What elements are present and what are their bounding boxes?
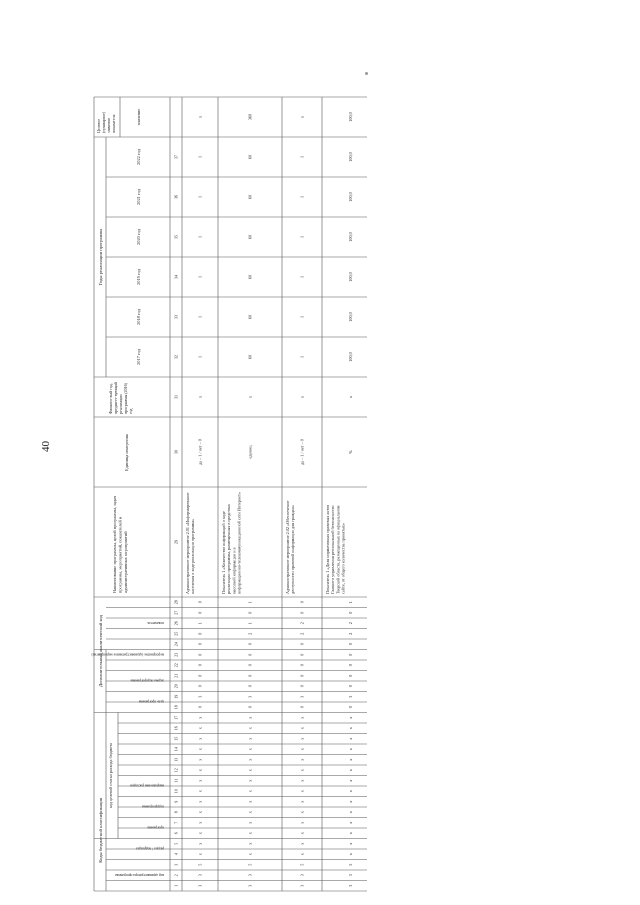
header-direction: направление расходов xyxy=(130,783,164,788)
header-y2017: 2017 год xyxy=(136,349,141,365)
row-code: 1 xyxy=(247,601,253,604)
row-year-value: 1 xyxy=(299,235,305,239)
row-code: х xyxy=(348,790,353,793)
program-table xyxy=(90,57,367,895)
column-number: 13 xyxy=(173,757,179,762)
row-code: 5 xyxy=(197,863,203,866)
row-code: х xyxy=(348,748,353,751)
header-y2022: 2022 год xyxy=(136,149,141,165)
column-number: 30 xyxy=(173,450,179,454)
row-year-value: 60 xyxy=(247,194,253,200)
row-code: х xyxy=(247,727,253,730)
row-code: х xyxy=(348,800,353,803)
column-number: 2 xyxy=(173,874,179,877)
row-year-value: 1 xyxy=(197,275,203,279)
header-fin-year-line: предшест-вующий xyxy=(113,382,118,414)
column-number: 19 xyxy=(173,694,179,699)
row-name xyxy=(285,501,295,594)
page-number: 40 xyxy=(40,441,52,452)
header-final xyxy=(96,111,116,133)
header-years-group: Годы реализации программы xyxy=(98,228,103,286)
row-code: 5 xyxy=(247,863,253,866)
row-name xyxy=(325,505,347,594)
row-year-value: 1 xyxy=(299,355,305,359)
header-fin-year-line: год xyxy=(128,408,133,414)
row-code: х xyxy=(348,832,353,835)
row-code: 0 xyxy=(197,611,203,614)
row-code: х xyxy=(247,811,253,814)
column-number: 28 xyxy=(173,600,179,605)
column-number: 35 xyxy=(173,235,179,239)
row-code: 0 xyxy=(299,611,305,614)
row-code: х xyxy=(197,716,203,719)
row-year-value: 1 xyxy=(197,235,203,239)
row-code: х xyxy=(247,853,253,856)
row-year-value: 60 xyxy=(247,314,253,320)
header-y2021: 2021 год xyxy=(136,189,141,205)
column-number: 9 xyxy=(173,800,179,803)
column-number: 15 xyxy=(173,736,179,741)
row-code: 0 xyxy=(348,664,353,667)
row-code: 3 xyxy=(299,884,305,887)
column-number: 11 xyxy=(173,778,179,783)
row-code: х xyxy=(299,716,305,719)
row-code: х xyxy=(348,758,353,761)
row-code: х xyxy=(299,737,305,740)
header-program: программа xyxy=(147,825,164,830)
column-number: 12 xyxy=(173,768,179,773)
row-code: х xyxy=(197,769,203,772)
column-number: 34 xyxy=(173,275,179,279)
row-code: 1 xyxy=(348,601,353,604)
row-code: 0 xyxy=(299,685,305,688)
row-code: 0 xyxy=(197,706,203,709)
row-code: х xyxy=(197,800,203,803)
row-final-value: 360 xyxy=(247,113,253,121)
column-number: 37 xyxy=(173,155,179,159)
row-code: 3 xyxy=(348,874,353,877)
row-code: х xyxy=(299,790,305,793)
row-code: 0 xyxy=(197,674,203,677)
row-final-value: 100,0 xyxy=(348,112,353,122)
row-year-value: 1 xyxy=(197,315,203,319)
column-number: 1 xyxy=(173,884,179,887)
column-number: 17 xyxy=(173,715,179,720)
header-indicator: показатель xyxy=(147,620,164,625)
row-year-value: 100,0 xyxy=(348,152,353,162)
row-code: 0 xyxy=(348,685,353,688)
row-code: 3 xyxy=(247,884,253,887)
row-code: х xyxy=(197,737,203,740)
row-code: 3 xyxy=(299,874,305,877)
row-code: х xyxy=(348,811,353,814)
row-fin-year: х xyxy=(348,395,353,399)
row-code: х xyxy=(348,779,353,782)
row-code: х xyxy=(299,769,305,772)
header-codes-group: Коды бюджетной классификации xyxy=(98,797,103,863)
header-fin-year xyxy=(108,381,133,414)
row-code: 3 xyxy=(197,695,203,698)
column-number: 4 xyxy=(173,853,179,856)
row-name-line: сайте, от общего количества принятых» xyxy=(340,522,346,594)
row-code: 0 xyxy=(197,643,203,646)
row-name-line: доступности правовой информации для граждан» xyxy=(290,505,296,594)
row-code: 0 xyxy=(197,601,203,604)
row-name xyxy=(185,492,195,594)
header-admin-code: код администратора программы xyxy=(115,872,164,877)
column-number: 21 xyxy=(173,673,179,678)
column-number: 18 xyxy=(173,705,179,710)
row-code: 3 xyxy=(299,695,305,698)
column-number: 31 xyxy=(173,395,179,399)
row-code: х xyxy=(299,811,305,814)
row-code: 5 xyxy=(348,863,353,866)
row-code: х xyxy=(348,821,353,824)
row-code: 3 xyxy=(247,874,253,877)
row-code: х xyxy=(299,748,305,751)
header-name-line: программы, мероприятий, показателей и xyxy=(117,516,123,593)
column-number: 27 xyxy=(173,610,179,615)
row-name-line: населения о ходе реализации программы» xyxy=(190,518,196,594)
row-year-value: 100,0 xyxy=(348,352,353,362)
header-name-line: Наименование программы, целей программы, задач xyxy=(112,495,117,593)
row-fin-year: х xyxy=(197,395,203,399)
row-code: х xyxy=(299,779,305,782)
row-code: х xyxy=(247,790,253,793)
row-fin-year: х xyxy=(299,395,305,399)
column-number: 33 xyxy=(173,315,179,319)
row-code: х xyxy=(348,727,353,730)
row-year-value: 60 xyxy=(247,274,253,280)
row-year-value: 100,0 xyxy=(348,192,353,202)
row-code: 3 xyxy=(197,874,203,877)
column-number: 22 xyxy=(173,663,179,668)
row-code: х xyxy=(348,737,353,740)
header-y2019: 2019 год xyxy=(136,269,141,285)
header-value: значение xyxy=(136,108,141,126)
row-code: х xyxy=(299,727,305,730)
header-y2018: 2018 год xyxy=(136,309,141,325)
row-code: х xyxy=(299,832,305,835)
row-code: х xyxy=(197,842,203,845)
column-number: 10 xyxy=(173,789,179,794)
row-code: х xyxy=(299,853,305,856)
row-final-value: х xyxy=(299,115,305,119)
row-code: 0 xyxy=(247,653,253,656)
row-code: 0 xyxy=(247,706,253,709)
row-code: 0 xyxy=(299,674,305,677)
row-year-value: 60 xyxy=(247,154,253,160)
row-code: х xyxy=(197,811,203,814)
row-fin-year: х xyxy=(247,395,253,399)
header-goal: цель программы xyxy=(138,699,164,704)
header-section: раздел / подраздел xyxy=(135,846,164,851)
row-name-line: Административное мероприятие 2.01 «Информирование xyxy=(185,492,190,594)
row-code: 2 xyxy=(348,622,353,625)
row-unit: да – 1 / нет – 0 xyxy=(197,439,203,465)
row-code: х xyxy=(348,842,353,845)
row-code: х xyxy=(247,716,253,719)
column-number: 23 xyxy=(173,652,179,657)
row-code: 2 xyxy=(299,632,305,635)
header-final-line: показателя xyxy=(111,114,116,133)
row-code: х xyxy=(197,779,203,782)
row-unit: да – 1 / нет – 0 xyxy=(299,439,305,465)
row-name-line: Показатель 1 «Количество информаций о ходе xyxy=(221,511,226,594)
row-code: 2 xyxy=(247,632,253,635)
row-name-line: Административное мероприятие 2.02 «Обеспечение xyxy=(285,500,290,594)
column-number: 32 xyxy=(173,355,179,359)
column-number: 24 xyxy=(173,642,179,647)
column-number: 6 xyxy=(173,832,179,835)
row-code: 1 xyxy=(247,622,253,625)
row-code: 0 xyxy=(299,653,305,656)
row-code: 0 xyxy=(197,653,203,656)
header-final-line: (суммарное) xyxy=(101,111,106,133)
header-name xyxy=(112,495,128,593)
row-code: 0 xyxy=(197,632,203,635)
row-code: 3 xyxy=(247,695,253,698)
row-code: 2 xyxy=(348,632,353,635)
row-year-value: 60 xyxy=(247,354,253,360)
row-code: 0 xyxy=(299,664,305,667)
row-name-line: реализации программы, размещенных в средствах xyxy=(226,504,232,594)
row-code: х xyxy=(247,737,253,740)
row-year-value: 1 xyxy=(299,195,305,199)
row-code: 0 xyxy=(299,643,305,646)
row-code: х xyxy=(348,769,353,772)
row-code: 0 xyxy=(247,674,253,677)
row-year-value: 1 xyxy=(197,355,203,359)
column-number: 25 xyxy=(173,631,179,636)
column-number: 5 xyxy=(173,842,179,845)
row-code: 0 xyxy=(247,643,253,646)
row-code: х xyxy=(197,790,203,793)
row-code: 0 xyxy=(197,685,203,688)
row-year-value: 100,0 xyxy=(348,232,353,242)
row-final-value: х xyxy=(197,115,203,119)
header-final-line: Целевое xyxy=(96,118,101,133)
row-code: х xyxy=(299,758,305,761)
row-code: х xyxy=(247,748,253,751)
column-number: 29 xyxy=(173,540,179,544)
column-number: 14 xyxy=(173,747,179,752)
row-code: 3 xyxy=(348,884,353,887)
column-number: 8 xyxy=(173,811,179,814)
row-code: х xyxy=(299,842,305,845)
row-year-value: 1 xyxy=(299,155,305,159)
column-number: 26 xyxy=(173,621,179,626)
row-year-value: 100,0 xyxy=(348,272,353,282)
row-unit: единиц xyxy=(247,445,253,459)
row-code: 0 xyxy=(247,611,253,614)
row-name-line: Тверской области, размещенных на официальном xyxy=(335,505,341,594)
row-code: 3 xyxy=(348,695,353,698)
row-code: х xyxy=(247,800,253,803)
column-number: 20 xyxy=(173,684,179,689)
row-code: х xyxy=(197,832,203,835)
header-fin-year-line: реализации xyxy=(118,394,123,414)
header-task: задача подпрограммы xyxy=(130,678,164,683)
row-name-line: информационно-телекоммуникационной сети Интернет» xyxy=(236,492,242,594)
header-unit-line: Единица измерения xyxy=(124,434,129,471)
header-expense-code: код целевой статьи расхода бюджета xyxy=(108,742,113,809)
row-code: 2 xyxy=(299,622,305,625)
row-code: х xyxy=(348,716,353,719)
rotated-table xyxy=(90,57,367,895)
column-number: 16 xyxy=(173,726,179,731)
header-fin-year-line: программы (2016) xyxy=(123,383,128,414)
row-code: 0 xyxy=(299,601,305,604)
column-number: 7 xyxy=(173,821,179,824)
row-code: 0 xyxy=(348,674,353,677)
row-name xyxy=(221,492,242,594)
row-name-line: Показатель 1 «Доля нормативных правовых актов xyxy=(325,504,330,594)
row-code: х xyxy=(197,821,203,824)
row-unit: % xyxy=(348,450,353,454)
header-subprogram: подпрограмма xyxy=(142,804,164,809)
row-code: х xyxy=(247,842,253,845)
row-year-value: 1 xyxy=(197,155,203,159)
row-code: х xyxy=(197,853,203,856)
row-code: х xyxy=(348,853,353,856)
row-year-value: 60 xyxy=(247,234,253,240)
row-code: 0 xyxy=(247,664,253,667)
row-code: 0 xyxy=(299,706,305,709)
row-year-value: 1 xyxy=(299,315,305,319)
row-code: 0 xyxy=(348,611,353,614)
row-year-value: 1 xyxy=(299,275,305,279)
row-code: 0 xyxy=(348,653,353,656)
header-unit xyxy=(124,434,129,471)
row-code: х xyxy=(247,758,253,761)
header-final-line: значение xyxy=(106,117,111,133)
row-code: х xyxy=(247,779,253,782)
row-code: х xyxy=(299,821,305,824)
row-name-line: массовой информации и в xyxy=(231,547,237,594)
row-code: х xyxy=(247,769,253,772)
header-name-line: административных мероприятий xyxy=(123,531,129,593)
row-code: 1 xyxy=(197,622,203,625)
row-code: х xyxy=(197,758,203,761)
row-code: 0 xyxy=(348,706,353,709)
row-code: 0 xyxy=(247,685,253,688)
header-additional-code: Дополнительный аналитический код xyxy=(98,614,103,688)
header-fin-year-line: Финансо-вый год, xyxy=(108,383,113,414)
row-code: х xyxy=(247,821,253,824)
row-year-value: 1 xyxy=(197,195,203,199)
row-code: 5 xyxy=(299,863,305,866)
row-name-line: Главного управления региональной безопасности xyxy=(330,505,336,594)
row-code: х xyxy=(247,832,253,835)
row-code: х xyxy=(299,800,305,803)
header-measure: мероприятие (административное мероприятие) xyxy=(91,652,164,657)
row-code: х xyxy=(197,748,203,751)
row-code: 0 xyxy=(348,643,353,646)
column-number: 3 xyxy=(173,863,179,866)
column-number: 36 xyxy=(173,195,179,199)
row-code: 0 xyxy=(197,664,203,667)
row-year-value: 100,0 xyxy=(348,312,353,322)
row-code: х xyxy=(197,727,203,730)
row-code: 3 xyxy=(197,884,203,887)
header-y2020: 2020 год xyxy=(136,229,141,245)
